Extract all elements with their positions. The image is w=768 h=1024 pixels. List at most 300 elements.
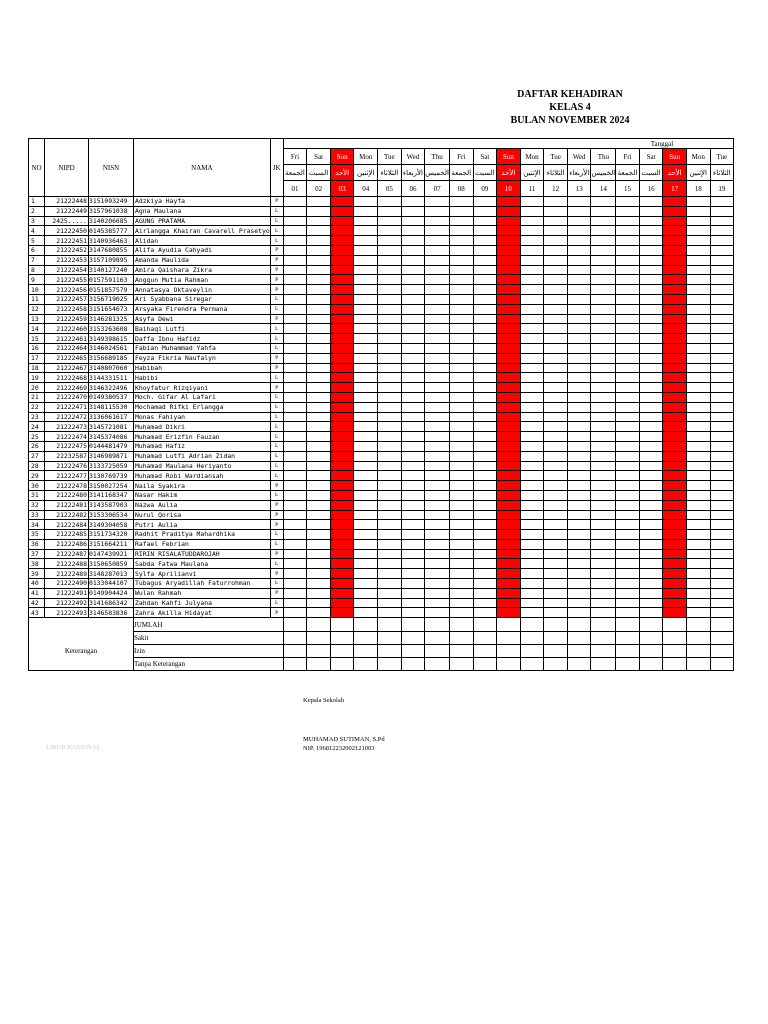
summary-cell	[663, 645, 687, 658]
attendance-cell	[354, 197, 378, 207]
summary-cell	[330, 658, 354, 671]
holiday-cell	[330, 500, 354, 510]
student-no: 9	[29, 275, 45, 285]
attendance-cell	[378, 285, 402, 295]
attendance-cell	[354, 353, 378, 363]
attendance-cell	[591, 285, 616, 295]
attendance-cell	[473, 334, 497, 344]
day-name-ar: الثلاثاء	[378, 165, 402, 181]
day-name-en: Fri	[283, 149, 307, 165]
holiday-cell	[497, 539, 521, 549]
holiday-cell	[330, 206, 354, 216]
student-jk: P	[270, 363, 283, 373]
holiday-cell	[330, 520, 354, 530]
student-nipd: 21222490	[45, 579, 89, 589]
attendance-cell	[710, 343, 734, 353]
student-jk: L	[270, 294, 283, 304]
student-name: Alidan	[134, 236, 271, 246]
student-row	[29, 471, 734, 481]
holiday-cell	[497, 471, 521, 481]
attendance-cell	[686, 334, 710, 344]
col-header-jk: JK	[270, 139, 283, 197]
student-no: 29	[29, 471, 45, 481]
attendance-cell	[710, 598, 734, 608]
holiday-cell	[497, 432, 521, 442]
student-no: 3	[29, 216, 45, 226]
student-row	[29, 402, 734, 412]
student-jk: L	[270, 334, 283, 344]
attendance-cell	[567, 363, 591, 373]
holiday-cell	[497, 275, 521, 285]
student-nipd: 21222475	[45, 441, 89, 451]
attendance-cell	[616, 324, 640, 334]
student-no: 17	[29, 353, 45, 363]
student-row	[29, 216, 734, 226]
attendance-cell	[591, 510, 616, 520]
attendance-cell	[616, 451, 640, 461]
attendance-cell	[591, 490, 616, 500]
student-no: 19	[29, 373, 45, 383]
attendance-cell	[567, 510, 591, 520]
attendance-cell	[567, 569, 591, 579]
holiday-cell	[497, 598, 521, 608]
student-name: Nazwa Aulia	[134, 500, 271, 510]
student-nisn: 3146322496	[89, 383, 134, 393]
attendance-cell	[591, 471, 616, 481]
attendance-cell	[639, 451, 663, 461]
student-row	[29, 432, 734, 442]
summary-cell	[686, 632, 710, 645]
attendance-cell	[686, 559, 710, 569]
attendance-cell	[591, 598, 616, 608]
attendance-cell	[544, 598, 568, 608]
attendance-cell	[425, 285, 450, 295]
student-nisn: 3146281325	[89, 314, 134, 324]
attendance-cell	[686, 412, 710, 422]
summary-cell	[567, 645, 591, 658]
attendance-cell	[567, 304, 591, 314]
attendance-cell	[283, 343, 307, 353]
attendance-cell	[473, 539, 497, 549]
attendance-cell	[544, 216, 568, 226]
holiday-cell	[663, 461, 687, 471]
summary-cell	[401, 645, 425, 658]
student-no: 20	[29, 383, 45, 393]
attendance-cell	[686, 510, 710, 520]
summary-cell	[591, 632, 616, 645]
attendance-cell	[449, 275, 473, 285]
attendance-cell	[401, 598, 425, 608]
student-no: 38	[29, 559, 45, 569]
holiday-cell	[330, 236, 354, 246]
summary-cell	[401, 658, 425, 671]
attendance-cell	[307, 206, 331, 216]
attendance-cell	[616, 255, 640, 265]
student-no: 21	[29, 392, 45, 402]
summary-cell	[663, 632, 687, 645]
attendance-cell	[686, 500, 710, 510]
attendance-cell	[710, 588, 734, 598]
attendance-cell	[449, 236, 473, 246]
attendance-cell	[686, 520, 710, 530]
day-name-ar: السبت	[473, 165, 497, 181]
summary-cell	[378, 645, 402, 658]
summary-cell	[307, 632, 331, 645]
day-date: 04	[354, 181, 378, 197]
attendance-cell	[520, 363, 544, 373]
attendance-cell	[473, 569, 497, 579]
student-row	[29, 226, 734, 236]
day-date: 15	[616, 181, 640, 197]
attendance-cell	[401, 451, 425, 461]
student-jk: L	[270, 432, 283, 442]
attendance-cell	[307, 245, 331, 255]
student-no: 18	[29, 363, 45, 373]
attendance-cell	[473, 422, 497, 432]
student-name: Zahra Akilla Hidayat	[134, 608, 271, 618]
holiday-cell	[330, 451, 354, 461]
summary-sakit-label: Sakit	[134, 632, 284, 645]
attendance-cell	[591, 441, 616, 451]
holiday-cell	[330, 598, 354, 608]
summary-cell	[449, 645, 473, 658]
attendance-cell	[639, 206, 663, 216]
attendance-cell	[283, 402, 307, 412]
attendance-cell	[354, 500, 378, 510]
attendance-cell	[283, 588, 307, 598]
attendance-cell	[449, 402, 473, 412]
student-nisn: 3151093249	[89, 197, 134, 207]
student-no: 31	[29, 490, 45, 500]
attendance-cell	[378, 461, 402, 471]
attendance-cell	[401, 530, 425, 540]
day-name-en: Sun	[330, 149, 354, 165]
attendance-cell	[639, 530, 663, 540]
attendance-cell	[639, 598, 663, 608]
attendance-cell	[544, 363, 568, 373]
attendance-cell	[401, 353, 425, 363]
attendance-cell	[425, 451, 450, 461]
holiday-cell	[663, 490, 687, 500]
attendance-cell	[710, 500, 734, 510]
attendance-cell	[520, 441, 544, 451]
attendance-cell	[473, 490, 497, 500]
holiday-cell	[663, 402, 687, 412]
attendance-cell	[425, 265, 450, 275]
holiday-cell	[663, 363, 687, 373]
attendance-cell	[639, 343, 663, 353]
day-date: 06	[401, 181, 425, 197]
attendance-cell	[283, 373, 307, 383]
holiday-cell	[330, 539, 354, 549]
student-row	[29, 285, 734, 295]
day-name-en: Thu	[591, 149, 616, 165]
attendance-cell	[449, 530, 473, 540]
student-jk: L	[270, 412, 283, 422]
attendance-cell	[710, 471, 734, 481]
student-jk: L	[270, 539, 283, 549]
student-nisn: 3144331511	[89, 373, 134, 383]
attendance-cell	[449, 588, 473, 598]
attendance-cell	[544, 579, 568, 589]
attendance-cell	[710, 530, 734, 540]
attendance-cell	[520, 579, 544, 589]
holiday-cell	[330, 363, 354, 373]
attendance-cell	[520, 539, 544, 549]
attendance-cell	[307, 490, 331, 500]
attendance-cell	[425, 245, 450, 255]
student-nipd: 21222467	[45, 363, 89, 373]
holiday-cell	[497, 392, 521, 402]
summary-cell	[591, 658, 616, 671]
attendance-cell	[567, 353, 591, 363]
holiday-cell	[330, 245, 354, 255]
attendance-cell	[591, 314, 616, 324]
attendance-cell	[567, 294, 591, 304]
student-no: 7	[29, 255, 45, 265]
attendance-cell	[710, 236, 734, 246]
holiday-cell	[330, 588, 354, 598]
attendance-cell	[686, 569, 710, 579]
attendance-cell	[425, 392, 450, 402]
attendance-cell	[307, 314, 331, 324]
summary-cell	[473, 645, 497, 658]
student-nisn: 0144481479	[89, 441, 134, 451]
attendance-cell	[283, 569, 307, 579]
student-name: Zahdan Kahfi Julyana	[134, 598, 271, 608]
holiday-cell	[330, 579, 354, 589]
student-jk: L	[270, 559, 283, 569]
attendance-cell	[567, 549, 591, 559]
attendance-cell	[686, 539, 710, 549]
summary-cell	[401, 618, 425, 632]
summary-cell	[639, 658, 663, 671]
attendance-cell	[710, 402, 734, 412]
attendance-cell	[354, 490, 378, 500]
holiday-cell	[330, 510, 354, 520]
attendance-cell	[567, 559, 591, 569]
attendance-cell	[283, 530, 307, 540]
student-nisn: 3150027254	[89, 481, 134, 491]
attendance-cell	[354, 569, 378, 579]
attendance-cell	[378, 539, 402, 549]
attendance-cell	[425, 471, 450, 481]
attendance-cell	[378, 294, 402, 304]
holiday-cell	[497, 373, 521, 383]
day-date: 18	[686, 181, 710, 197]
attendance-cell	[425, 373, 450, 383]
holiday-cell	[497, 559, 521, 569]
attendance-cell	[616, 412, 640, 422]
attendance-cell	[616, 245, 640, 255]
attendance-cell	[449, 432, 473, 442]
attendance-cell	[283, 294, 307, 304]
student-nipd: 21222488	[45, 559, 89, 569]
student-nisn: 0151857579	[89, 285, 134, 295]
attendance-cell	[354, 530, 378, 540]
student-nipd: 21222456	[45, 285, 89, 295]
attendance-cell	[520, 500, 544, 510]
attendance-cell	[520, 608, 544, 618]
attendance-cell	[401, 471, 425, 481]
student-no: 34	[29, 520, 45, 530]
student-nipd: 21222455	[45, 275, 89, 285]
holiday-cell	[330, 314, 354, 324]
holiday-cell	[497, 579, 521, 589]
attendance-cell	[283, 245, 307, 255]
attendance-cell	[449, 608, 473, 618]
attendance-cell	[544, 530, 568, 540]
attendance-cell	[686, 304, 710, 314]
attendance-cell	[307, 402, 331, 412]
student-row	[29, 598, 734, 608]
student-row	[29, 373, 734, 383]
student-jk: L	[270, 402, 283, 412]
attendance-cell	[616, 265, 640, 275]
attendance-cell	[639, 383, 663, 393]
attendance-cell	[544, 490, 568, 500]
day-date: 11	[520, 181, 544, 197]
attendance-cell	[567, 530, 591, 540]
student-nisn: 0149380537	[89, 392, 134, 402]
attendance-cell	[591, 520, 616, 530]
day-name-en: Sat	[307, 149, 331, 165]
attendance-cell	[401, 432, 425, 442]
attendance-cell	[473, 461, 497, 471]
attendance-cell	[591, 353, 616, 363]
attendance-cell	[639, 510, 663, 520]
summary-cell	[686, 645, 710, 658]
document-title: DAFTAR KEHADIRAN	[517, 89, 623, 100]
student-name: Naila Syakira	[134, 481, 271, 491]
attendance-cell	[378, 363, 402, 373]
student-jk: P	[270, 569, 283, 579]
student-nipd: 21222470	[45, 392, 89, 402]
holiday-cell	[497, 549, 521, 559]
attendance-cell	[520, 392, 544, 402]
attendance-cell	[616, 539, 640, 549]
attendance-cell	[591, 588, 616, 598]
attendance-cell	[544, 432, 568, 442]
attendance-cell	[686, 579, 710, 589]
attendance-cell	[473, 579, 497, 589]
student-nipd: 21222450	[45, 226, 89, 236]
student-nisn: 3151734320	[89, 530, 134, 540]
attendance-cell	[544, 324, 568, 334]
attendance-cell	[354, 608, 378, 618]
summary-cell	[354, 632, 378, 645]
attendance-cell	[283, 304, 307, 314]
student-nipd: 21222461	[45, 334, 89, 344]
holiday-cell	[497, 461, 521, 471]
holiday-cell	[663, 216, 687, 226]
holiday-cell	[497, 285, 521, 295]
day-name-ar: الجمعة	[449, 165, 473, 181]
attendance-cell	[425, 314, 450, 324]
student-nipd: 2425.....	[45, 216, 89, 226]
day-date: 05	[378, 181, 402, 197]
attendance-cell	[520, 412, 544, 422]
attendance-cell	[473, 206, 497, 216]
attendance-cell	[354, 392, 378, 402]
attendance-cell	[283, 206, 307, 216]
attendance-cell	[710, 461, 734, 471]
summary-cell	[473, 632, 497, 645]
attendance-cell	[449, 334, 473, 344]
student-row	[29, 197, 734, 207]
holiday-cell	[330, 343, 354, 353]
student-nipd: 21222459	[45, 314, 89, 324]
holiday-cell	[663, 539, 687, 549]
attendance-cell	[378, 510, 402, 520]
attendance-cell	[591, 206, 616, 216]
attendance-cell	[710, 265, 734, 275]
attendance-cell	[283, 441, 307, 451]
attendance-cell	[639, 353, 663, 363]
attendance-cell	[639, 255, 663, 265]
attendance-cell	[544, 510, 568, 520]
attendance-cell	[283, 314, 307, 324]
attendance-cell	[639, 461, 663, 471]
student-jk: P	[270, 481, 283, 491]
holiday-cell	[663, 422, 687, 432]
attendance-cell	[473, 285, 497, 295]
attendance-cell	[449, 392, 473, 402]
attendance-cell	[686, 314, 710, 324]
attendance-cell	[378, 275, 402, 285]
student-jk: P	[270, 608, 283, 618]
student-no: 22	[29, 402, 45, 412]
attendance-cell	[283, 598, 307, 608]
attendance-cell	[307, 353, 331, 363]
summary-cell	[663, 618, 687, 632]
attendance-cell	[401, 500, 425, 510]
attendance-cell	[591, 422, 616, 432]
tanggal-header: Tanggal	[283, 139, 733, 149]
holiday-cell	[663, 245, 687, 255]
attendance-cell	[425, 206, 450, 216]
attendance-cell	[473, 226, 497, 236]
summary-cell	[354, 658, 378, 671]
attendance-cell	[544, 197, 568, 207]
holiday-cell	[330, 559, 354, 569]
student-name: Annatasya Oktaveylin	[134, 285, 271, 295]
attendance-cell	[425, 500, 450, 510]
student-jk: L	[270, 373, 283, 383]
attendance-cell	[520, 422, 544, 432]
student-nipd: 21222468	[45, 373, 89, 383]
attendance-cell	[473, 265, 497, 275]
holiday-cell	[663, 471, 687, 481]
student-nipd: 21222486	[45, 539, 89, 549]
holiday-cell	[497, 569, 521, 579]
attendance-cell	[401, 294, 425, 304]
student-name: Monas Fahiyan	[134, 412, 271, 422]
attendance-cell	[616, 461, 640, 471]
attendance-cell	[591, 236, 616, 246]
attendance-cell	[686, 598, 710, 608]
attendance-cell	[354, 216, 378, 226]
student-jk: P	[270, 285, 283, 295]
attendance-cell	[544, 236, 568, 246]
attendance-cell	[354, 412, 378, 422]
student-jk: P	[270, 314, 283, 324]
day-date: 17	[663, 181, 687, 197]
attendance-cell	[425, 422, 450, 432]
student-nisn: 3150650859	[89, 559, 134, 569]
attendance-cell	[449, 373, 473, 383]
attendance-cell	[591, 294, 616, 304]
